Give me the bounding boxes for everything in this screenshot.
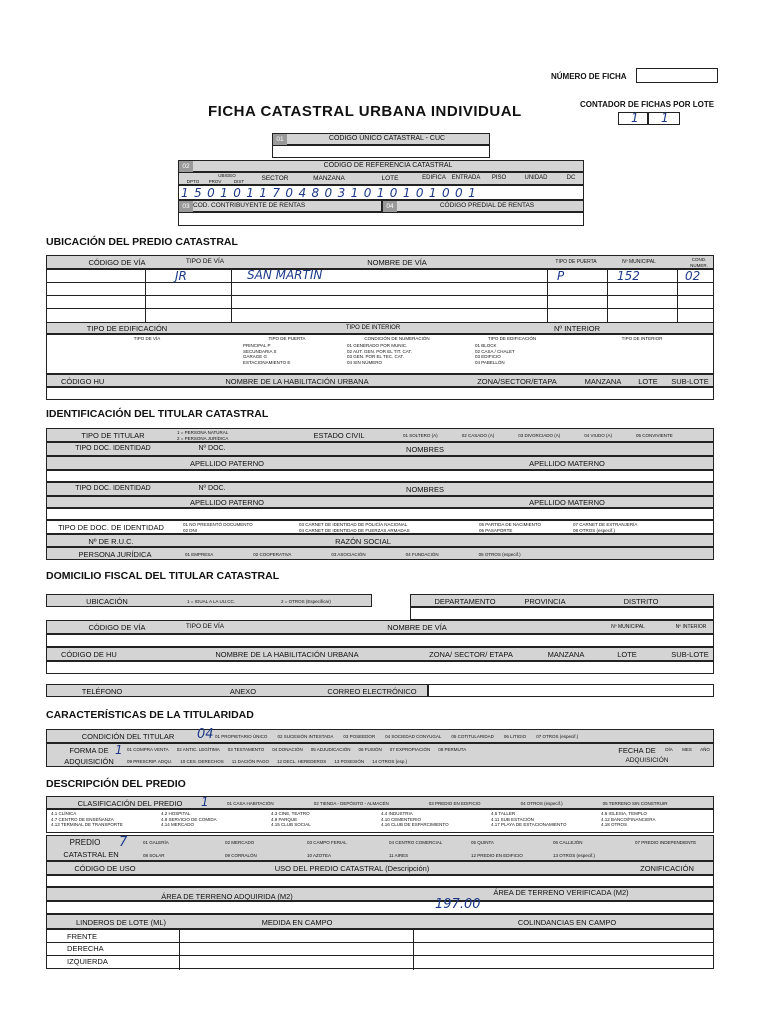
- cod-contrib: 03 COD. CONTRIBUYENTE DE RENTAS: [178, 200, 382, 212]
- names-input-1[interactable]: [46, 470, 714, 482]
- section-descripcion: DESCRIPCIÓN DEL PREDIO: [46, 778, 186, 790]
- ref-header: 02 CÓDIGO DE REFERENCIA CATASTRAL: [178, 160, 584, 172]
- section-titular: IDENTIFICACIÓN DEL TITULAR CATASTRAL: [46, 408, 269, 420]
- numero-ficha-input[interactable]: [636, 68, 718, 83]
- dom-via-input[interactable]: [46, 634, 714, 647]
- lindero-izquierda: IZQUIERDA: [67, 957, 108, 966]
- tipo-doc-full: TIPO DE DOC. DE IDENTIDAD 01 NO PRESENTÓ DOCUMENTO 02 DNI 03 CARNET DE IDENTIDAD DE POLICÍA NACIONAL 04 CARNET DE IDENTIDAD DE FUERZAS ARMADAS 05 PARTIDA DE NACIMIENTO 06 PASAPORTE 07 CARNET DE EXTRANJERÍA 08 OTROS (especif.): [46, 520, 714, 534]
- dep-prov-dist: DEPARTAMENTO PROVINCIA DISTRITO: [410, 594, 714, 607]
- linderos-table[interactable]: [46, 929, 714, 969]
- cod-predial: 04 CÓDIGO PREDIAL DE RENTAS: [382, 200, 584, 212]
- contador-box-2[interactable]: 1: [648, 112, 680, 125]
- ref-subheader: UBIGEO DPTO PROV DIST SECTOR MANZANA LOTE EDIFICA ENTRADA PISO UNIDAD DC: [178, 172, 584, 185]
- section-titularidad: CARACTERÍSTICAS DE LA TITULARIDAD: [46, 709, 254, 721]
- tipo-titular-row: TIPO DE TITULAR 1 = PERSONA NATURAL 2 = PERSONA JURÍDICA ESTADO CIVIL 01 SOLTERO (A) 02 CASADO (A) 03 DIVORCIADO (A) 04 VIUDO (A) 05 CONVIVIENTE: [46, 428, 714, 442]
- ruc-row: Nº DE R.U.C. RAZÓN SOCIAL: [46, 534, 714, 547]
- persona-juridica-row: PERSONA JURÍDICA 01 EMPRESA 02 COOPERATIVA 03 ASOCIACIÓN 04 FUNDACIÓN 05 OTROS (especif.): [46, 547, 714, 560]
- dom-hu-header: CÓDIGO DE HU NOMBRE DE LA HABILITACIÓN URBANA ZONA/ SECTOR/ ETAPA MANZANA LOTE SUB-LOTE: [46, 647, 714, 661]
- linderos-header: LINDEROS DE LOTE (ML) MEDIDA EN CAMPO COLINDANCIAS EN CAMPO: [46, 914, 714, 929]
- names-input-2[interactable]: [46, 508, 714, 520]
- contador-label: CONTADOR DE FICHAS POR LOTE: [580, 100, 715, 109]
- lindero-derecha: DERECHA: [67, 944, 104, 953]
- ubic-fiscal: UBICACIÓN 1 = IGUAL A LA UU.CC. 2 = OTROS (Especificar): [46, 594, 372, 607]
- uso-input[interactable]: [46, 875, 714, 887]
- hu-header: CÓDIGO HU NOMBRE DE LA HABILITACIÓN URBANA ZONA/SECTOR/ETAPA MANZANA LOTE SUB-LOTE: [46, 374, 714, 387]
- contact-row: TELÉFONO ANEXO CORREO ELECTRÓNICO: [46, 684, 428, 697]
- legend-table: TIPO DE VÍA TIPO DE PUERTA CONDICIÓN DE NUMERACIÓN TIPO DE EDIFICACIÓN TIPO DE INTERIOR PRINCIPAL P SECUNDARIA S GARAGE G ESTACIONAMIENTO E 01 GENERADO POR MUNIC. 02 AUT. GEN. POR EL TIT. CAT. 03 GEN. POR EL TEC. CAT. 04 SIN NÚMERO 01 BLOCK 02 CASA / CHALET 03 EDIFICIO 04 PABELLÓN: [46, 334, 714, 374]
- dom-via-header: CÓDIGO DE VÍA TIPO DE VÍA NOMBRE DE VÍA Nº MUNICIPAL Nº INTERIOR: [46, 620, 714, 634]
- correo-input[interactable]: [428, 684, 714, 697]
- area-input[interactable]: 197.00: [46, 901, 714, 914]
- area-row: ÁREA DE TERRENO ADQUIRIDA (M2) ÁREA DE TERRENO VERIFICADA (M2): [46, 887, 714, 901]
- condicion-row: CONDICIÓN DEL TITULAR 04 01 PROPIETARIO ÚNICO 02 SUCESIÓN INTESTADA 03 POSEEDOR 04 SOCIEDAD CONYUGAL 05 COTITULARIDAD 06 LITIGIO 07 OTROS (especif.): [46, 729, 714, 743]
- section-ubicacion: UBICACIÓN DEL PREDIO CATASTRAL: [46, 236, 238, 248]
- section-domicilio: DOMICILIO FISCAL DEL TITULAR CATASTRAL: [46, 570, 280, 582]
- apellidos-row-1: APELLIDO PATERNO APELLIDO MATERNO: [46, 456, 714, 470]
- forma-row: FORMA DE 1 ADQUISICIÓN 01 COMPRA VENTA 02 ANTIC. LEGÍTIMA 03 TESTAMENTO 04 DONACIÓN 05 ADJUDICACIÓN 06 FUSIÓN 07 EXPROPIACIÓN 08 PERMUTA 09 PRESCRIP. ADQU. 10 CES. DERECHOS 11 DACIÓN PAGO 12 DECL. HEREDEROS 13 POSESIÓN 14 OTROS (esp.) FECHA DE DÍA MES AÑO ADQUISICIÓN: [46, 743, 714, 767]
- lindero-frente: FRENTE: [67, 932, 97, 941]
- contador-box-1[interactable]: 1: [618, 112, 648, 125]
- cod-inputs[interactable]: [178, 212, 584, 226]
- apellidos-row-2: APELLIDO PATERNO APELLIDO MATERNO: [46, 496, 714, 508]
- hu-inputs[interactable]: [46, 387, 714, 400]
- uso-row: CÓDIGO DE USO USO DEL PREDIO CATASTRAL (Descripción) ZONIFICACIÓN: [46, 861, 714, 875]
- cuc-input[interactable]: [272, 145, 490, 158]
- ubicacion-header: CÓDIGO DE VÍA TIPO DE VÍA NOMBRE DE VÍA TIPO DE PUERTA Nº MUNICIPAL COND. NUMER.: [46, 255, 714, 269]
- dom-hu-input[interactable]: [46, 661, 714, 674]
- uso-opts: 4.1 CLÍNICA 4.2 HOSPITAL 4.3 CINE, TEATRO 4.4 INDUSTRIA 4.5 TALLER 4.6 IGLESIA, TEMPLO 4.7 CENTRO DE ENSEÑANZA 4.8 SERVICIO DE COMIDA 4.9 PARQUE 4.10 CEMENTERIO 4.11 SUB ESTACIÓN 4.12 BANCO/FINANCIERA 4.13 TERMINAL DE TRANSPORTE 4.14 MERCADO 4.15 CLUB SOCIAL 4.16 CLUB DE ESPARCIMIENTO 4.17 PLAYA DE ESTACIONAMIENTO 4.18 OTROS: [46, 809, 714, 833]
- dep-inputs[interactable]: [410, 607, 714, 620]
- cuc-header: 01 CÓDIGO ÚNICO CATASTRAL - CUC: [272, 133, 490, 145]
- clasificacion-row: CLASIFICACIÓN DEL PREDIO 1 01 CASA HABITACIÓN 02 TIENDA - DEPÓSITO - ALMACÉN 03 PREDIO EN EDIFICIO 04 OTROS (especif.) 05 TERRENO SIN CONSTRUIR: [46, 796, 714, 809]
- predio-row: PREDIO 7 CATASTRAL EN 01 GALERÍA 02 MERCADO 03 CAMPO FERIAL 04 CENTRO COMERCIAL 05 QUINTA 06 CALLEJÓN 07 PREDIO INDEPENDIENTE 08 SOLAR 09 CORRALÓN 10 AZOTEA 11 AIRES 12 PREDIO EN EDIFICIO 13 OTROS (especif.): [46, 835, 714, 861]
- doc-row-2: TIPO DOC. IDENTIDAD Nº DOC. NOMBRES: [46, 482, 714, 496]
- ref-values[interactable]: 1 5 0 1 0 1 1 7 0 4 8 0 3 1 0 1 0 1 0 1 0 0 1: [178, 185, 584, 200]
- page-title: FICHA CATASTRAL URBANA INDIVIDUAL: [208, 103, 522, 120]
- tipo-edif-header: TIPO DE EDIFICACIÓN TIPO DE INTERIOR Nº INTERIOR: [46, 322, 714, 334]
- ubicacion-rows[interactable]: JR SAN MARTIN P 152 02: [46, 269, 714, 323]
- numero-ficha-label: NÚMERO DE FICHA: [551, 72, 627, 81]
- doc-row-1: TIPO DOC. IDENTIDAD Nº DOC. NOMBRES: [46, 442, 714, 456]
